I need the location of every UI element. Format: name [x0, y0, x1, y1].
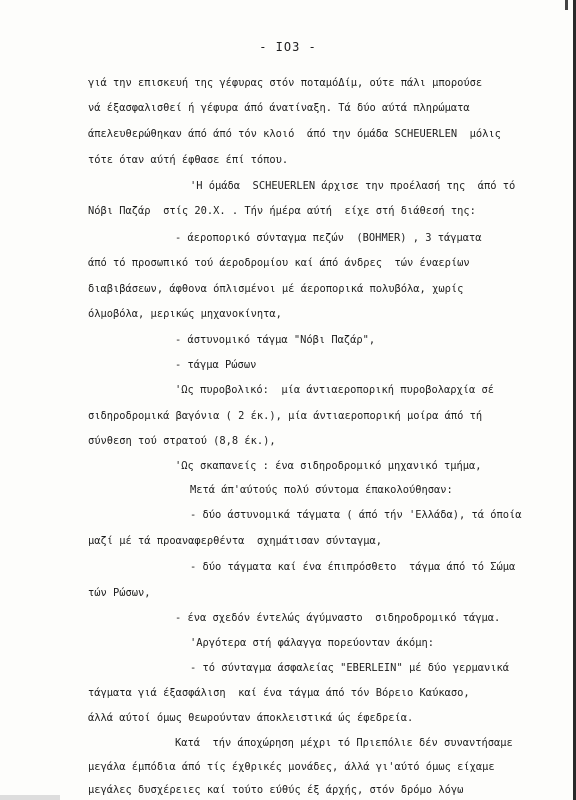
text-line-28: μεγάλα έμπόδια άπό τίς έχθρικές μονάδες, άλλά γι'αύτό όμως είχαμε — [88, 761, 495, 773]
text-line-7: - άεροπορικό σύνταγμα πεζών (BOHMER) , 3 τάγματα — [175, 232, 482, 244]
text-line-25: τάγματα γιά έξασφάλιση καί ένα τάγμα άπό τόν Βόρειο Καύκασο, — [88, 687, 470, 699]
text-line-20: - δύο τάγματα καί ένα έπιπρόσθετο τάγμα άπό τό Σώμα — [190, 561, 516, 573]
text-line-10: όλμοβόλα, μερικώς μηχανοκίνητα, — [88, 308, 282, 320]
text-line-26: άλλά αύτοί όμως θεωρούνταν άποκλειστικά ώς έφεδρεία. — [88, 712, 414, 724]
text-line-3: άπελευθερώθηκαν άπό άπό τόν κλοιό άπό την όμάδα SCHEUERLEN μόλις — [88, 128, 501, 140]
text-line-22: - ένα σχεδόν έντελώς άγύμναστο σιδηροδρομικό τάγμα. — [175, 612, 501, 624]
text-line-13: 'Ως πυροβολικό: μία άντιαεροπορική πυροβολαρχία σέ — [175, 384, 495, 396]
text-line-2: νά έξασφαλισθεί ή γέφυρα άπό άνατίναξη. Τά δύο αύτά πληρώματα — [88, 102, 470, 114]
text-line-4: τότε όταν αύτή έφθασε έπί τόπου. — [88, 154, 289, 166]
text-line-16: 'Ως σκαπανείς : ένα σιδηροδρομικό μηχανικό τμήμα, — [175, 460, 482, 472]
page-number: - IO3 - — [259, 40, 317, 54]
text-line-11: - άστυνομικό τάγμα "Νόβι Παζάρ", — [175, 334, 376, 346]
edge-mark — [565, 0, 568, 10]
text-line-18: - δύο άστυνομικά τάγματα ( άπό τήν 'Ελλάδα), τά όποία — [190, 509, 522, 521]
text-line-6: Νόβι Παζάρ στίς 20.Χ. . Τήν ήμέρα αύτή είχε στή διάθεσή της: — [88, 205, 476, 217]
text-line-12: - τάγμα Ρώσων — [175, 359, 257, 371]
text-line-1: γιά την επισκευή της γέφυρας στόν ποταμόΔίμ, ούτε πάλι μπορούσε — [88, 77, 483, 89]
text-line-5: 'Η όμάδα SCHEUERLEN άρχισε την προέλασή της άπό τό — [190, 180, 516, 192]
text-line-27: Κατά τήν άποχώρηση μέχρι τό Πριεπόλιε δέν συναντήσαμε — [175, 737, 513, 749]
text-line-29: μεγάλες δυσχέρειες καί τούτο εύθύς έξ άρχής, στόν δρόμο λόγω — [88, 784, 464, 796]
text-line-8: άπό τό προσωπικό τού άεροδρομίου καί άπό άνδρες τών έναερίων — [88, 257, 470, 269]
text-line-14: σιδηροδρομικά βαγόνια ( 2 έκ.), μία άντιαεροπορική μοίρα άπό τή — [88, 410, 483, 422]
text-line-17: Μετά άπ'αύτούς πολύ σύντομα έπακολούθησαν: — [190, 484, 453, 496]
text-line-24: - τό σύνταγμα άσφαλείας "EBERLEIN" μέ δύο γερμανικά — [190, 662, 510, 674]
text-line-15: σύνθεση τού στρατού (8,8 έκ.), — [88, 435, 276, 447]
text-line-19: μαζί μέ τά προαναφερθέντα σχημάτισαν σύνταγμα, — [88, 535, 383, 547]
text-line-23: 'Αργότερα στή φάλαγγα πορεύονταν άκόμη: — [190, 637, 434, 649]
scan-edge-mark — [0, 795, 60, 800]
text-line-9: διαβιβάσεων, άφθονα όπλισμένοι μέ άεροπορικά πολυβόλα, χωρίς — [88, 283, 464, 295]
text-line-21: τών Ρώσων, — [88, 587, 151, 599]
